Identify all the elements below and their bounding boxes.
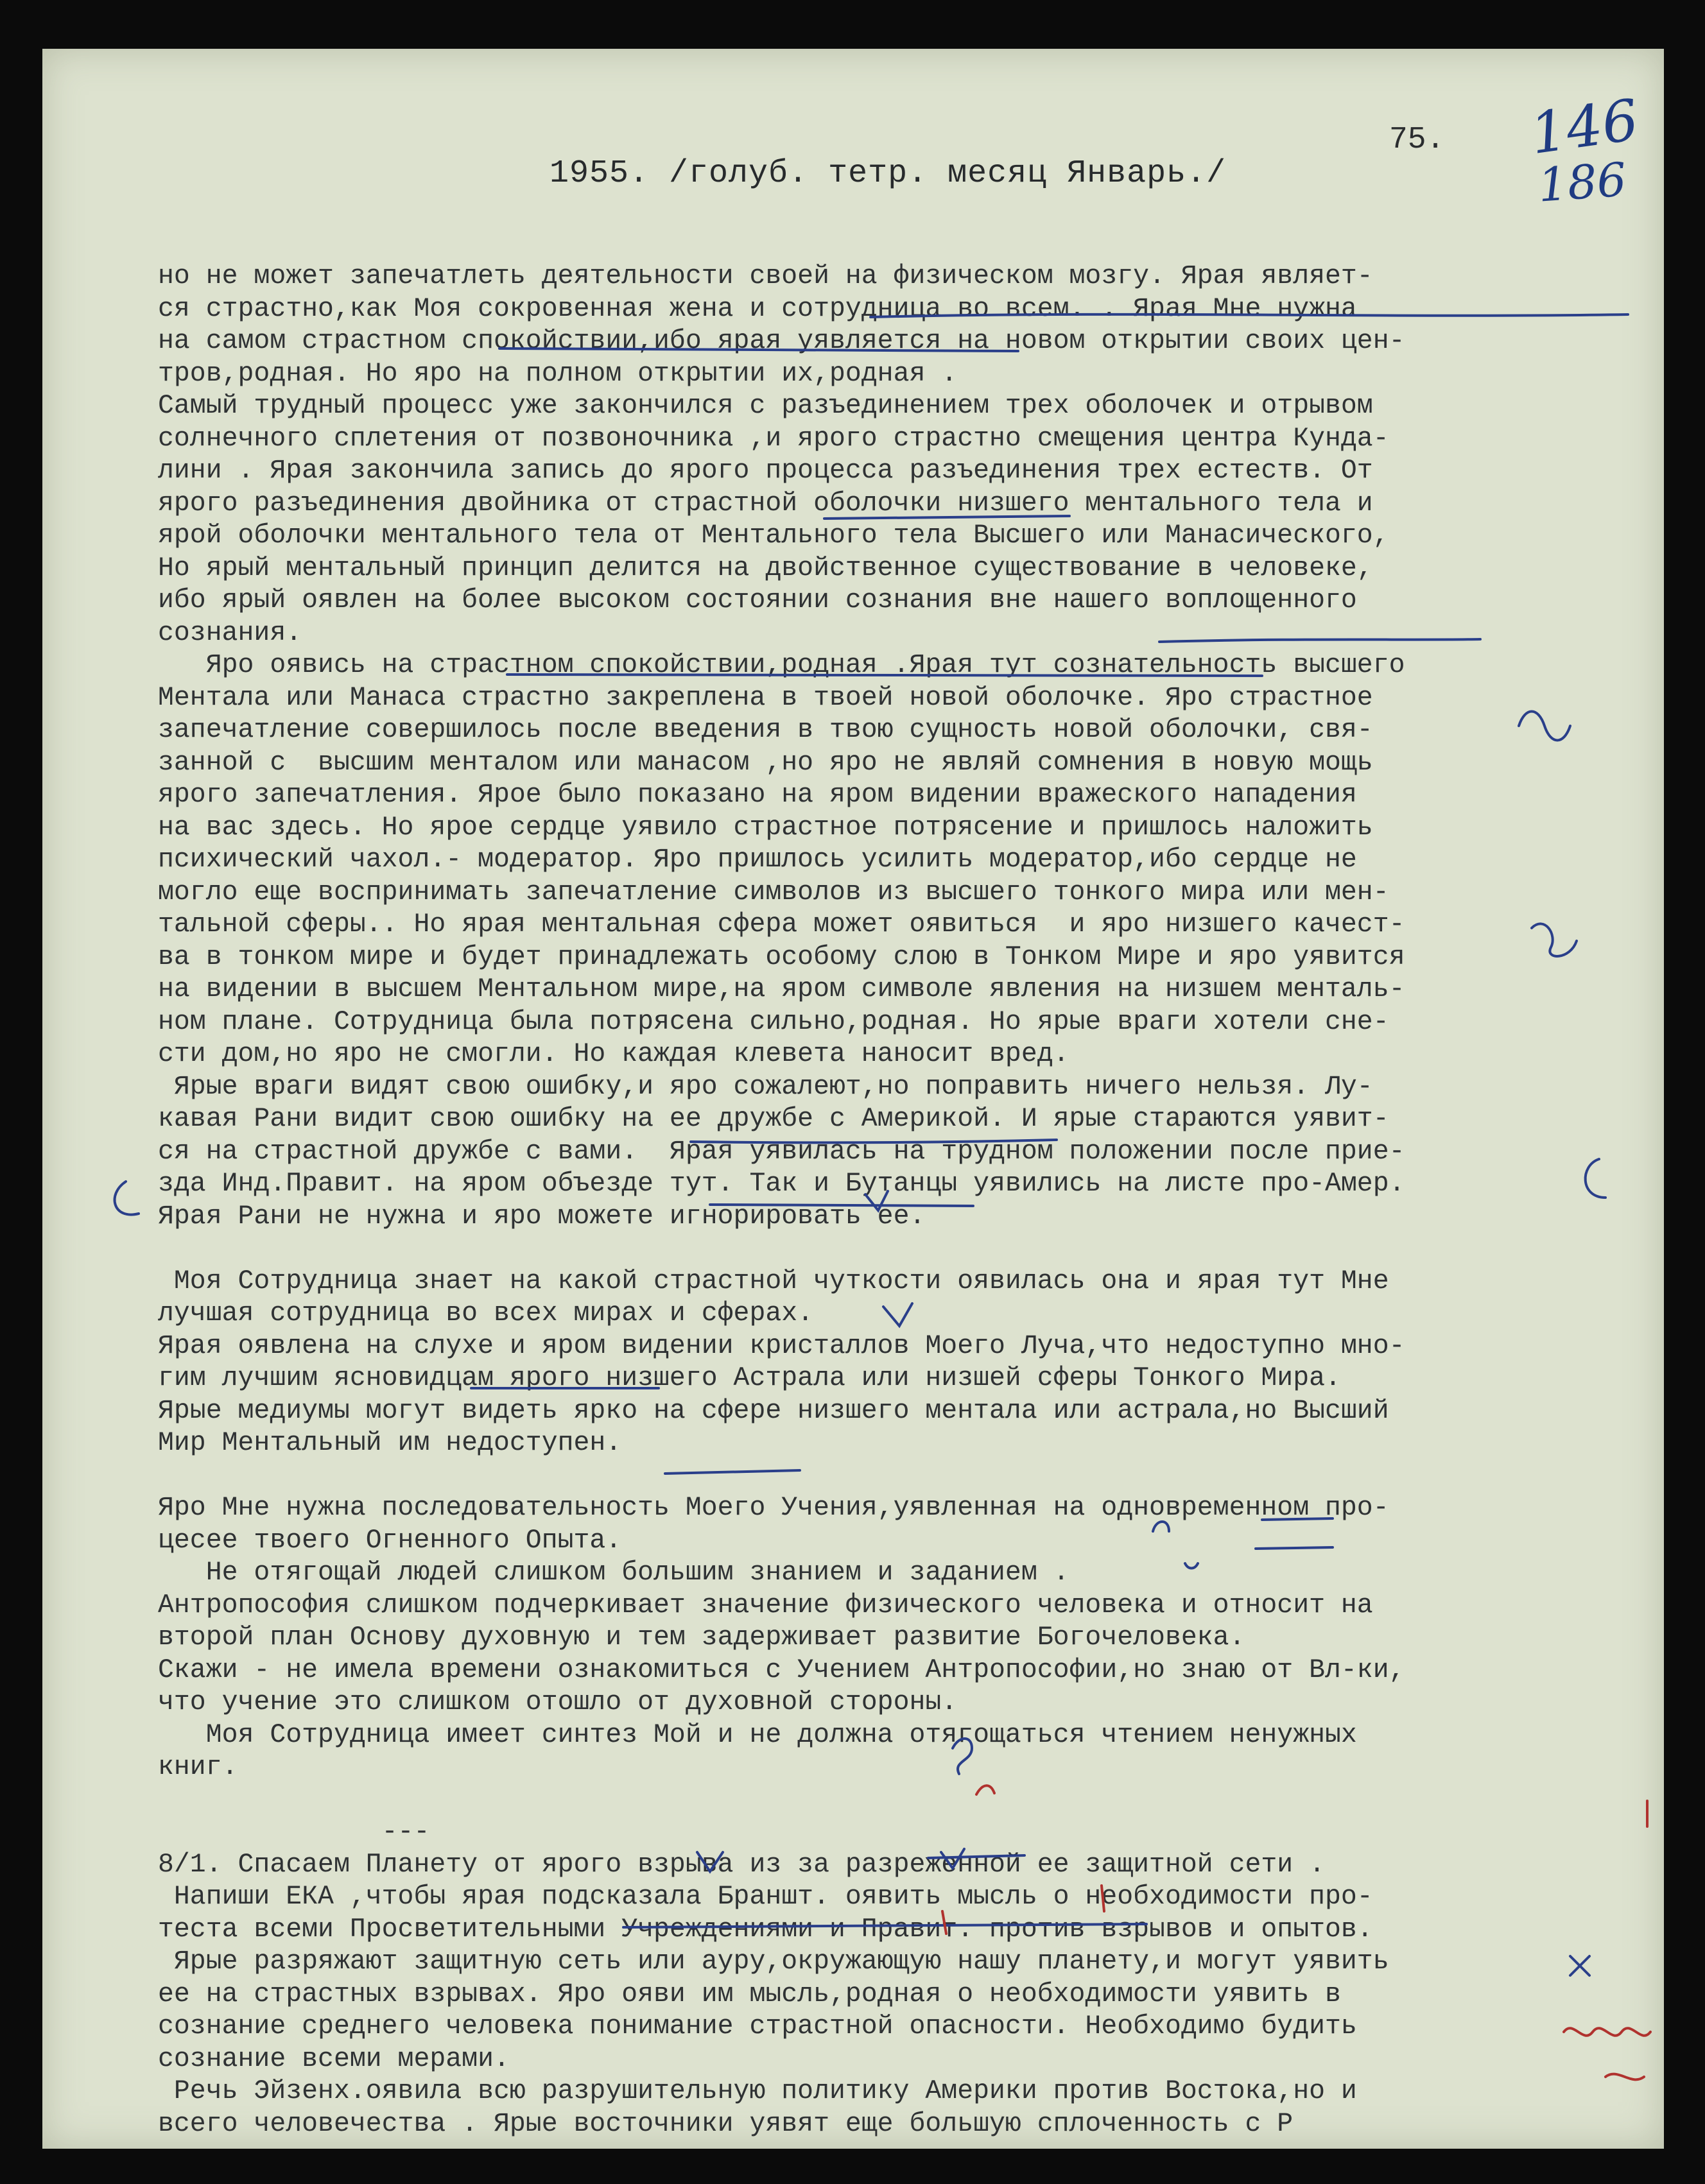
text-line: на самом страстном спокойствии,ибо ярая уявляется на новом открытии своих цен- <box>158 326 1405 356</box>
text-line: сознание всеми мерами. <box>158 2043 510 2074</box>
text-line: лучшая сотрудница во всех мирах и сферах. <box>158 1298 814 1328</box>
text-line: Самый трудный процесс уже закончился с разъединением трех оболочек и отрывом <box>158 391 1373 421</box>
text-line: зда Инд.Правит. на яром объезде тут. Так и Бутанцы уявились на листе про-Амер. <box>158 1169 1405 1199</box>
text-line <box>158 1460 1664 1493</box>
text-line: Напиши ЕКА ,чтобы ярая подсказала Браншт. оявить мысль о необходимости про- <box>158 1882 1373 1912</box>
text-line: ярой оболочки ментального тела от Ментального тела Высшего или Манасического, <box>158 520 1389 551</box>
text-line: --- <box>158 1817 430 1847</box>
text-line: кавая Рани видит свою ошибку на ее дружбе с Америкой. И ярые стараются уявит- <box>158 1104 1389 1134</box>
page-number: 75. <box>1389 123 1445 157</box>
text-line: Ярые враги видят свою ошибку,и яро сожалеют,но поправить ничего нельзя. Лу- <box>158 1071 1373 1102</box>
text-line: Ментала или Манаса страстно закреплена в твоей новой оболочке. Яро страстное <box>158 682 1373 713</box>
text-line: но не может запечатлеть деятельности своей на физическом мозгу. Ярая являет- <box>158 261 1373 291</box>
typed-body-text <box>158 261 1664 2140</box>
text-line: Но ярый ментальный принцип делится на двойственное существование в человеке, <box>158 553 1373 583</box>
scribble-mark <box>115 1182 139 1215</box>
text-line: Речь Эйзенх.оявила всю разрушительную политику Америки против Востока,но и <box>158 2076 1357 2106</box>
text-line: книг. <box>158 1752 238 1782</box>
text-line: занной с высшим менталом или манасом ,но яро не являй сомнения в новую мощь <box>158 747 1373 778</box>
text-line <box>158 1784 1664 1817</box>
archive-number-top: 146 <box>1526 86 1643 168</box>
text-line: Антропософия слишком подчеркивает значение физического человека и относит на <box>158 1590 1373 1621</box>
text-line: солнечного сплетения от позвоночника ,и ярого страстно смещения центра Кунда- <box>158 423 1389 454</box>
text-line: Яро Мне нужна последовательность Моего Учения,уявленная на одновременном про- <box>158 1493 1389 1523</box>
text-line: ся страстно,как Моя сокровенная жена и сотрудница во всем. . Ярая Мне нужна <box>158 293 1357 324</box>
text-line: лини . Ярая закончила запись до ярого процесса разъединения трех естеств. От <box>158 456 1373 486</box>
text-line: сознания. <box>158 617 302 648</box>
text-line: ярого разъединения двойника от страстной оболочки низшего ментального тела и <box>158 488 1373 519</box>
text-line: на видении в высшем Ментальном мире,на яром символе явления на низшем менталь- <box>158 974 1405 1004</box>
text-line: гим лучшим ясновидцам ярого низшего Астрала или низшей сферы Тонкого Мира. <box>158 1363 1341 1393</box>
text-line: ва в тонком мире и будет принадлежать особому слою в Тонком Мире и яро уявится <box>158 942 1405 972</box>
text-line: что учение это слишком отошло от духовной стороны. <box>158 1687 958 1717</box>
text-line: теста всеми Просветительными Учреждениями и Правит. против взрывов и опытов. <box>158 1914 1373 1945</box>
text-line: второй план Основу духовную и тем задерживает развитие Богочеловека. <box>158 1622 1245 1653</box>
text-line: ся на страстной дружбе с вами. Ярая уявилась на трудном положении после прие- <box>158 1136 1405 1167</box>
text-line: психический чахол.- модератор. Яро пришлось усилить модератор,ибо сердце не <box>158 845 1357 875</box>
text-line: ном плане. Сотрудница была потрясена сильно,родная. Но ярые враги хотели сне- <box>158 1006 1389 1037</box>
text-line: запечатление совершилось после введения в твою сущность новой оболочки, свя- <box>158 715 1373 745</box>
document-page <box>42 49 1664 2149</box>
text-line: Не отягощай людей слишком большим знанием и заданием . <box>158 1558 1069 1588</box>
page-title: 1955. /голуб. тетр. месяц Январь./ <box>550 155 1227 192</box>
text-line: сти дом,но яро не смогли. Но каждая клевета наносит вред. <box>158 1039 1069 1069</box>
text-line: Скажи - не имела времени ознакомиться с Учением Антропософии,но знаю от Вл-ки, <box>158 1655 1405 1685</box>
text-line: Ярые разряжают защитную сеть или ауру,окружающую нашу планету,и могут уявить <box>158 1947 1389 1977</box>
text-line: Ярая Рани не нужна и яро можете игнорировать ее. <box>158 1201 926 1232</box>
text-line: Мир Ментальный им недоступен. <box>158 1428 622 1458</box>
text-line: ее на страстных взрывах. Яро ояви им мысль,родная о необходимости уявить в <box>158 1979 1341 2009</box>
text-line: Моя Сотрудница имеет синтез Мой и не должна отягощаться чтением ненужных <box>158 1719 1357 1750</box>
text-line: Моя Сотрудница знает на какой страстной чуткости оявилась она и ярая тут Мне <box>158 1266 1389 1296</box>
text-line: всего человечества . Ярые восточники уявят еще большую сплоченность с Р <box>158 2108 1294 2139</box>
text-line: Ярые медиумы могут видеть ярко на сфере низшего ментала или астрала,но Высший <box>158 1395 1389 1426</box>
text-line: ибо ярый оявлен на более высоком состоянии сознания вне нашего воплощенного <box>158 585 1357 615</box>
text-line: цесее твоего Огненного Опыта. <box>158 1525 622 1556</box>
text-line: ярого запечатления. Ярое было показано на яром видении вражеского нападения <box>158 780 1357 810</box>
text-line <box>158 1233 1664 1266</box>
text-line: Ярая оявлена на слухе и яром видении кристаллов Моего Луча,что недоступно мно- <box>158 1330 1405 1361</box>
archive-number-bottom: 186 <box>1536 152 1629 212</box>
text-line: Яро оявись на страстном спокойствии,родная .Ярая тут сознательность высшего <box>158 650 1405 680</box>
text-line: могло еще воспринимать запечатление символов из высшего тонкого мира или мен- <box>158 877 1389 907</box>
text-line: сознание среднего человека понимание страстной опасности. Необходимо будить <box>158 2011 1357 2042</box>
text-line: на вас здесь. Но ярое сердце уявило страстное потрясение и пришлось наложить <box>158 812 1373 843</box>
text-line: тальной сферы.. Но ярая ментальная сфера может оявиться и яро низшего качест- <box>158 909 1405 940</box>
text-line: 8/1. Спасаем Планету от ярого взрыва из за разреженной ее защитной сети . <box>158 1849 1325 1880</box>
text-line: тров,родная. Но яро на полном открытии их,родная . <box>158 358 958 389</box>
